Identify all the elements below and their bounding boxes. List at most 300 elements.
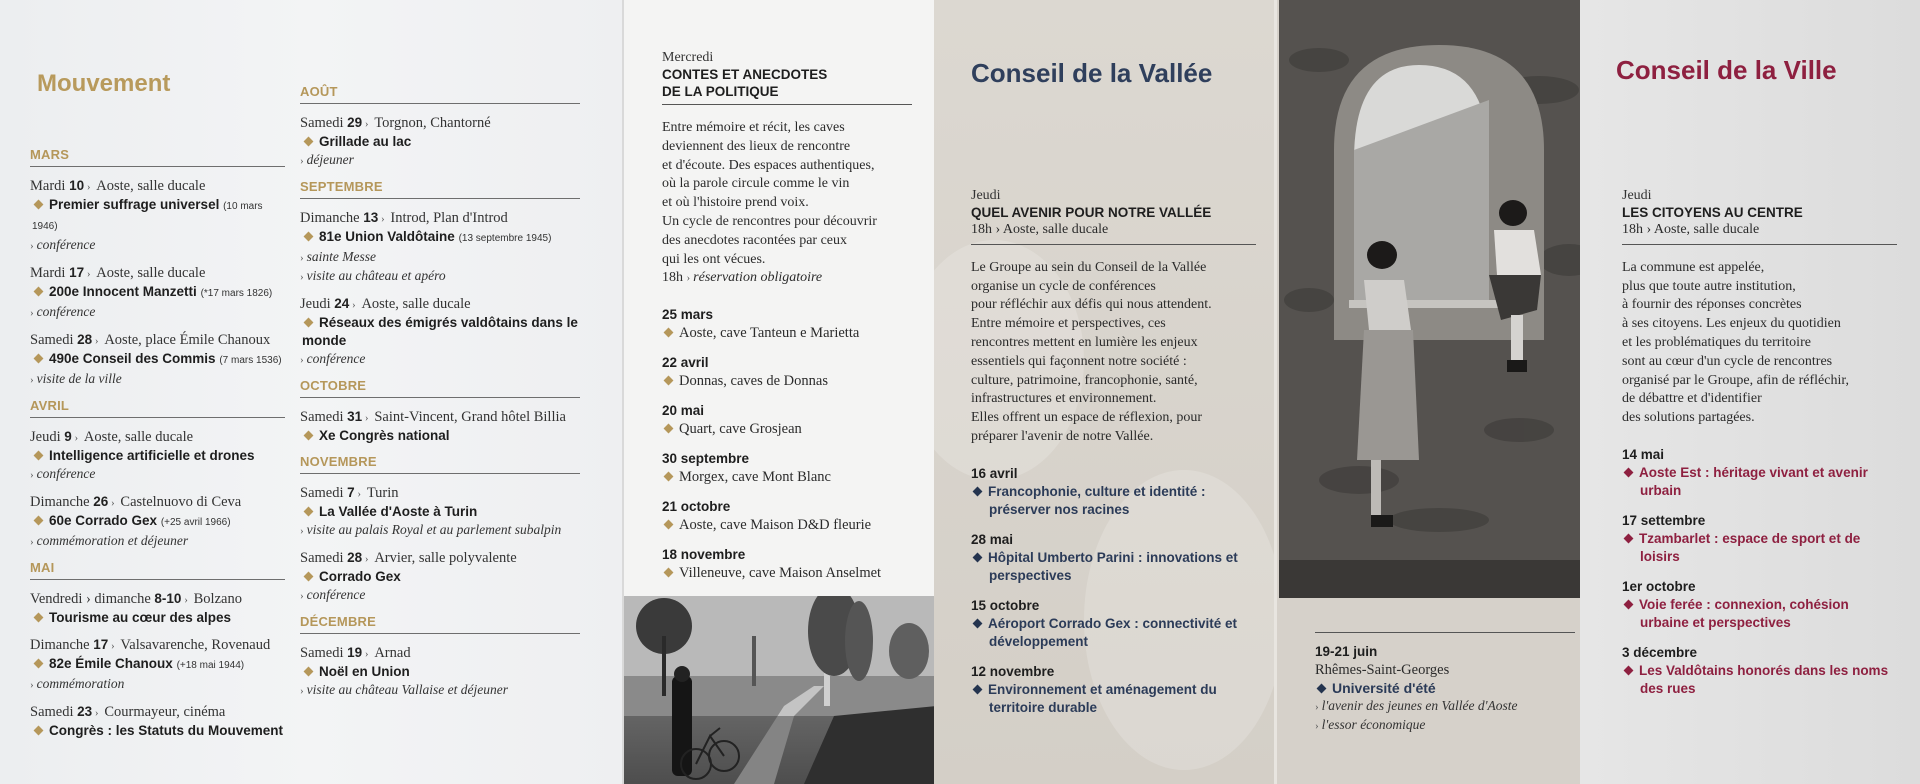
- chevron-right-icon: ›: [92, 335, 102, 347]
- contes-place: Aoste, cave Maison D&D fleurie: [679, 517, 872, 534]
- body-line: où la parole circule comme le vin: [662, 176, 850, 192]
- contes-date: 18 novembre: [662, 547, 746, 563]
- event-title: La Vallée d'Aoste à Turin: [319, 504, 478, 519]
- contes-place: Quart, cave Grosjean: [679, 421, 802, 438]
- vallee-heading: QUEL AVENIR POUR NOTRE VALLÉE: [971, 205, 1212, 220]
- body-line: et où l'histoire prend voix.: [662, 195, 809, 211]
- month-header: AOÛT: [300, 84, 580, 104]
- event-item: [300, 484, 580, 540]
- event-note: (7 mars 1536): [219, 355, 282, 366]
- chevron-right-icon: ›: [30, 374, 34, 386]
- event-when: [300, 408, 580, 427]
- event-date: 13: [363, 210, 379, 225]
- contes-place-row: [662, 516, 912, 534]
- diamond-bullet-icon: [34, 725, 44, 735]
- chevron-right-icon: ›: [300, 155, 304, 167]
- event-detail: [300, 151, 580, 170]
- month-header: NOVEMBRE: [300, 454, 580, 474]
- mouvement-column-1: [30, 147, 285, 749]
- event-day: Samedi: [300, 115, 344, 131]
- event-date: 26: [93, 494, 109, 509]
- event-title-row: [300, 133, 580, 151]
- event-day: Vendredi › dimanche: [30, 591, 151, 607]
- month-header: DÉCEMBRE: [300, 614, 580, 634]
- diamond-bullet-icon: [1624, 599, 1634, 609]
- event-title: 60e Corrado Gex: [49, 513, 158, 528]
- chevron-right-icon: ›: [686, 272, 691, 285]
- ville-topic-title: Les Valdôtains honorés dans les noms des rues: [1639, 662, 1889, 696]
- event-when: [30, 264, 285, 283]
- diamond-bullet-icon: [34, 450, 44, 460]
- event-title: Congrès : les Statuts du Mouvement: [49, 723, 284, 738]
- body-line: organisé par le Groupe, afin de réfléchir,: [1622, 372, 1849, 388]
- diamond-bullet-icon: [34, 353, 44, 363]
- contes-date-item: [662, 354, 912, 390]
- body-line: préparer l'avenir de notre Vallée.: [971, 428, 1154, 444]
- photo-priest-bicycle: [624, 596, 934, 784]
- event-when: [300, 114, 580, 133]
- event-title-row: [300, 503, 580, 521]
- contes-date-item: [662, 546, 912, 582]
- chevron-right-icon: ›: [1315, 720, 1319, 732]
- event-day: Samedi: [300, 645, 344, 661]
- event-detail: [30, 303, 285, 322]
- divider: [1622, 244, 1897, 245]
- body-line: rencontres mettent en lumière les enjeux: [971, 334, 1198, 350]
- event-title: Noël en Union: [319, 664, 410, 679]
- event-day: Mardi: [30, 265, 66, 281]
- event-date: 8-10: [154, 591, 182, 606]
- body-line: qui les ont vécues.: [662, 251, 766, 267]
- chevron-right-icon: ›: [84, 181, 94, 193]
- chevron-right-icon: ›: [30, 307, 34, 319]
- event-title: Intelligence artificielle et drones: [49, 448, 255, 463]
- event-place: Torgnon, Chantorné: [374, 115, 491, 131]
- vallee-title: Conseil de la Vallée: [971, 58, 1213, 88]
- event-detail-text: conférence: [36, 466, 96, 481]
- ville-body: [1622, 259, 1897, 428]
- vallee-time-place: 18h › Aoste, salle ducale: [971, 222, 1109, 237]
- diamond-bullet-icon: [973, 486, 983, 496]
- chevron-right-icon: ›: [362, 118, 372, 130]
- contes-title-line1: CONTES ET ANECDOTES: [662, 67, 828, 82]
- chevron-right-icon: ›: [108, 640, 118, 652]
- event-place: Introd, Plan d'Introd: [390, 210, 508, 226]
- universite-detail: [1315, 697, 1575, 716]
- event-place: Aoste, salle ducale: [361, 296, 471, 312]
- contes-date: 20 mai: [662, 403, 705, 419]
- universite-date: 19-21 juin: [1315, 644, 1378, 659]
- month-header: AVRIL: [30, 398, 285, 418]
- body-line: des anecdotes racontées par ceux: [662, 232, 848, 248]
- ville-topic-date: 14 mai: [1622, 446, 1665, 462]
- chevron-right-icon: ›: [362, 412, 372, 424]
- event-when: [300, 484, 580, 503]
- body-line: essentiels qui façonnent notre société :: [971, 353, 1187, 369]
- event-title-row: [300, 427, 580, 445]
- event-title-row: [30, 196, 285, 236]
- event-when: [30, 177, 285, 196]
- chevron-right-icon: ›: [1315, 701, 1319, 713]
- event-when: [300, 295, 580, 314]
- diamond-bullet-icon: [664, 376, 674, 386]
- photo-illustration: [1279, 0, 1596, 598]
- vallee-topic-title: Francophonie, culture et identité : préserver nos racines: [988, 483, 1206, 517]
- diamond-bullet-icon: [664, 328, 674, 338]
- diamond-bullet-icon: [34, 199, 44, 209]
- event-title: 82e Émile Chanoux: [49, 656, 173, 671]
- diamond-bullet-icon: [34, 515, 44, 525]
- contes-date-item: [662, 498, 912, 534]
- vallee-body: [971, 259, 1256, 447]
- contes-place-row: [662, 420, 912, 438]
- chevron-right-icon: ›: [362, 648, 372, 660]
- event-title-row: [30, 512, 285, 532]
- universite-detail: [1315, 716, 1575, 735]
- ville-topic-item: [1622, 512, 1897, 566]
- event-day: Samedi: [300, 550, 344, 566]
- event-note: (+25 avril 1966): [160, 517, 231, 528]
- event-title-row: [30, 609, 285, 627]
- body-line: à fournir des réponses concrètes: [1622, 297, 1802, 313]
- body-line: Elles offrent un espace de réflexion, pour: [971, 410, 1203, 426]
- event-date: 28: [77, 332, 93, 347]
- ville-topic-title-row: [1622, 464, 1897, 500]
- event-place: Bolzano: [193, 591, 242, 607]
- panel-contes: [622, 0, 934, 784]
- event-place: Saint-Vincent, Grand hôtel Billia: [374, 409, 566, 425]
- panel-universite: [1274, 0, 1596, 784]
- contes-place-row: [662, 468, 912, 486]
- chevron-right-icon: ›: [362, 553, 372, 565]
- event-detail: [30, 675, 285, 694]
- contes-place: Aoste, cave Tanteun e Marietta: [679, 325, 860, 342]
- diamond-bullet-icon: [304, 317, 314, 327]
- body-line: des solutions partagées.: [1622, 410, 1755, 426]
- vallee-topic-item: [971, 531, 1256, 585]
- event-item: [30, 331, 285, 389]
- vallee-topic-item: [971, 597, 1256, 651]
- contes-title-line2: DE LA POLITIQUE: [662, 84, 779, 99]
- event-detail: [300, 521, 580, 540]
- event-date: 28: [347, 550, 363, 565]
- body-line: et les problématiques du territoire: [1622, 334, 1811, 350]
- vallee-topic-date: 12 novembre: [971, 663, 1055, 679]
- contes-time: 18h: [662, 270, 683, 286]
- chevron-right-icon: ›: [300, 685, 304, 697]
- diamond-bullet-icon: [34, 286, 44, 296]
- event-detail-text: sainte Messe: [306, 249, 377, 264]
- contes-body: [662, 119, 912, 269]
- chevron-right-icon: ›: [300, 354, 304, 366]
- vallee-topic-date: 15 octobre: [971, 597, 1040, 613]
- event-item: [300, 295, 580, 369]
- vallee-topic-item: [971, 465, 1256, 519]
- event-note: (*17 mars 1826): [200, 288, 273, 299]
- diamond-bullet-icon: [973, 552, 983, 562]
- diamond-bullet-icon: [973, 618, 983, 628]
- universite-detail-text: l'avenir des jeunes en Vallée d'Aoste: [1321, 698, 1518, 713]
- universite-place: Rhêmes-Saint-Georges: [1315, 662, 1450, 678]
- panel-conseil-vallee: [934, 0, 1274, 784]
- vallee-topic-item: [971, 663, 1256, 717]
- event-item: [300, 408, 580, 445]
- event-item: [300, 549, 580, 605]
- event-item: [30, 493, 285, 551]
- diamond-bullet-icon: [34, 612, 44, 622]
- event-date: 24: [334, 296, 350, 311]
- event-title-row: [300, 228, 580, 248]
- diamond-bullet-icon: [304, 136, 314, 146]
- event-date: 31: [347, 409, 363, 424]
- event-detail-text: visite au château Vallaise et déjeuner: [306, 682, 508, 697]
- event-date: 19: [347, 645, 363, 660]
- ville-topic-title: Aoste Est : héritage vivant et avenir urbain: [1639, 464, 1868, 498]
- diamond-bullet-icon: [1624, 533, 1634, 543]
- body-line: infrastructures et environnement.: [971, 391, 1157, 407]
- event-when: [30, 493, 285, 512]
- ville-topic-title-row: [1622, 530, 1897, 566]
- event-when: [30, 703, 285, 722]
- chevron-right-icon: ›: [378, 213, 388, 225]
- event-when: [30, 590, 285, 609]
- body-line: sont au cœur d'un cycle de rencontres: [1622, 353, 1833, 369]
- event-place: Turin: [366, 485, 399, 501]
- contes-date: 25 mars: [662, 307, 714, 323]
- event-detail: [300, 681, 580, 700]
- event-when: [30, 331, 285, 350]
- body-line: plus que toute autre institution,: [1622, 278, 1796, 294]
- chevron-right-icon: ›: [349, 299, 359, 311]
- event-title: 490e Conseil des Commis: [49, 351, 216, 366]
- chevron-right-icon: ›: [30, 536, 34, 548]
- ville-topic-title: Tzambarlet : espace de sport et de loisirs: [1639, 530, 1861, 564]
- vallee-kicker: Jeudi: [971, 188, 1001, 203]
- contes-date-item: [662, 402, 912, 438]
- divider: [662, 104, 912, 105]
- ville-topic-item: [1622, 644, 1897, 698]
- contes-reservation-line: [662, 269, 912, 288]
- diamond-bullet-icon: [1624, 665, 1634, 675]
- ville-topic-title-row: [1622, 596, 1897, 632]
- event-place: Aoste, salle ducale: [96, 265, 206, 281]
- event-detail: [30, 532, 285, 551]
- event-day: Samedi: [30, 332, 74, 348]
- event-detail-text: commémoration: [36, 676, 125, 691]
- event-detail-text: conférence: [306, 351, 366, 366]
- chevron-right-icon: ›: [300, 271, 304, 283]
- diamond-bullet-icon: [664, 520, 674, 530]
- mouvement-title: Mouvement: [37, 70, 171, 97]
- event-detail: [300, 586, 580, 605]
- event-detail: [300, 350, 580, 369]
- contes-date-item: [662, 450, 912, 486]
- contes-date: 30 septembre: [662, 451, 750, 467]
- event-title-row: [300, 568, 580, 586]
- panel-mouvement: [0, 0, 622, 784]
- diamond-bullet-icon: [34, 658, 44, 668]
- body-line: Entre mémoire et perspectives, ces: [971, 316, 1166, 332]
- month-header: MARS: [30, 147, 285, 167]
- event-title: 200e Innocent Manzetti: [49, 284, 197, 299]
- chevron-right-icon: ›: [30, 679, 34, 691]
- event-title-row: [300, 663, 580, 681]
- event-title-row: [300, 314, 580, 350]
- ville-topic-item: [1622, 446, 1897, 500]
- event-date: 9: [64, 429, 72, 444]
- contes-date: 21 octobre: [662, 499, 731, 515]
- event-item: [30, 636, 285, 694]
- event-title-row: [30, 447, 285, 465]
- event-when: [300, 209, 580, 228]
- event-day: Samedi: [30, 704, 74, 720]
- chevron-right-icon: ›: [92, 707, 102, 719]
- ville-kicker: Jeudi: [1622, 188, 1652, 203]
- event-title-row: [30, 283, 285, 303]
- diamond-bullet-icon: [973, 684, 983, 694]
- ville-heading: LES CITOYENS AU CENTRE: [1622, 205, 1803, 220]
- contes-date-item: [662, 306, 912, 342]
- ville-topic-date: 17 settembre: [1622, 512, 1706, 528]
- event-detail-text: conférence: [36, 304, 96, 319]
- event-detail: [300, 248, 580, 267]
- event-item: [300, 644, 580, 700]
- contes-reservation: réservation obligatoire: [693, 270, 823, 286]
- event-day: Jeudi: [30, 429, 61, 445]
- event-date: 17: [93, 637, 109, 652]
- contes-place-row: [662, 324, 912, 342]
- contes-place-row: [662, 564, 912, 582]
- event-detail-text: visite au palais Royal et au parlement subalpin: [306, 522, 562, 537]
- event-day: Dimanche: [30, 637, 90, 653]
- diamond-bullet-icon: [304, 571, 314, 581]
- event-detail-text: visite de la ville: [36, 371, 122, 386]
- event-when: [30, 636, 285, 655]
- event-place: Courmayeur, cinéma: [104, 704, 226, 720]
- contes-place-row: [662, 372, 912, 390]
- chevron-right-icon: ›: [30, 469, 34, 481]
- diamond-bullet-icon: [1317, 683, 1327, 693]
- body-line: et d'écoute. Des espaces authentiques,: [662, 157, 875, 173]
- event-title: 81e Union Valdôtaine: [319, 229, 455, 244]
- body-line: pour réfléchir aux défis qui nous attendent.: [971, 297, 1212, 313]
- event-detail-text: conférence: [36, 237, 96, 252]
- vallee-topic-title-row: [971, 549, 1256, 585]
- vallee-topic-title: Aéroport Corrado Gex : connectivité et développement: [988, 615, 1238, 649]
- vallee-topic-title: Hôpital Umberto Parini : innovations et perspectives: [988, 549, 1238, 583]
- event-date: 23: [77, 704, 93, 719]
- chevron-right-icon: ›: [108, 497, 118, 509]
- universite-details: [1315, 697, 1575, 735]
- body-line: organise un cycle de conférences: [971, 278, 1156, 294]
- contes-date: 22 avril: [662, 355, 709, 371]
- event-when: [300, 549, 580, 568]
- panel-conseil-ville: [1580, 0, 1920, 784]
- diamond-bullet-icon: [664, 472, 674, 482]
- event-place: Arnad: [374, 645, 411, 661]
- event-when: [300, 644, 580, 663]
- divider: [1315, 632, 1575, 633]
- event-item: [30, 590, 285, 627]
- event-day: Mardi: [30, 178, 66, 194]
- event-detail: [30, 236, 285, 255]
- contes-kicker: Mercredi: [662, 50, 714, 65]
- event-day: Dimanche: [300, 210, 360, 226]
- event-day: Jeudi: [300, 296, 331, 312]
- chevron-right-icon: ›: [71, 432, 81, 444]
- diamond-bullet-icon: [304, 231, 314, 241]
- diamond-bullet-icon: [304, 430, 314, 440]
- event-item: [300, 209, 580, 286]
- event-note: (10 mars 1946): [32, 201, 263, 232]
- ville-time-place: 18h › Aoste, salle ducale: [1622, 222, 1760, 237]
- chevron-right-icon: ›: [354, 488, 364, 500]
- diamond-bullet-icon: [664, 568, 674, 578]
- body-line: Un cycle de rencontres pour découvrir: [662, 213, 877, 229]
- event-item: [30, 703, 285, 740]
- diamond-bullet-icon: [664, 424, 674, 434]
- event-place: Castelnuovo di Ceva: [120, 494, 242, 510]
- contes-place: Morgex, cave Mont Blanc: [679, 469, 831, 486]
- event-title: Corrado Gex: [319, 569, 401, 584]
- contes-place: Donnas, caves de Donnas: [679, 373, 828, 390]
- chevron-right-icon: ›: [300, 590, 304, 602]
- event-day: Samedi: [300, 485, 344, 501]
- body-line: Le Groupe au sein du Conseil de la Vallée: [971, 259, 1207, 275]
- vallee-topic-title-row: [971, 681, 1256, 717]
- event-title-row: [30, 655, 285, 675]
- diamond-bullet-icon: [1624, 467, 1634, 477]
- event-detail-text: déjeuner: [306, 152, 354, 167]
- ville-topic-title: Voie ferée : connexion, cohésion urbaine et perspectives: [1639, 596, 1849, 630]
- event-title: Premier suffrage universel: [49, 197, 220, 212]
- event-note: (13 septembre 1945): [458, 233, 552, 244]
- event-detail: [30, 370, 285, 389]
- ville-title: Conseil de la Ville: [1616, 55, 1837, 85]
- diamond-bullet-icon: [304, 666, 314, 676]
- event-date: 7: [347, 485, 355, 500]
- body-line: deviennent des lieux de rencontre: [662, 138, 851, 154]
- photo-illustration: [624, 596, 934, 784]
- event-title: Réseaux des émigrés valdôtains dans le monde: [302, 315, 578, 348]
- contes-dates-list: [662, 306, 912, 582]
- event-title-row: [30, 350, 285, 370]
- event-day: Dimanche: [30, 494, 90, 510]
- event-place: Aoste, salle ducale: [83, 429, 194, 445]
- ville-topic-date: 3 décembre: [1622, 644, 1698, 660]
- divider: [971, 244, 1256, 245]
- body-line: Entre mémoire et récit, les caves: [662, 120, 845, 135]
- chevron-right-icon: ›: [84, 268, 94, 280]
- event-date: 10: [69, 178, 85, 193]
- event-detail-text: commémoration et déjeuner: [36, 533, 189, 548]
- event-detail: [30, 465, 285, 484]
- chevron-right-icon: ›: [300, 252, 304, 264]
- contes-place: Villeneuve, cave Maison Anselmet: [679, 565, 882, 582]
- diamond-bullet-icon: [304, 506, 314, 516]
- chevron-right-icon: ›: [300, 525, 304, 537]
- event-date: 17: [69, 265, 85, 280]
- event-title: Xe Congrès national: [319, 428, 450, 443]
- event-place: Arvier, salle polyvalente: [374, 550, 517, 566]
- event-item: [30, 177, 285, 255]
- event-place: Aoste, salle ducale: [96, 178, 206, 194]
- event-item: [300, 114, 580, 170]
- month-header: MAI: [30, 560, 285, 580]
- vallee-topic-title-row: [971, 615, 1256, 651]
- ville-topic-date: 1er octobre: [1622, 578, 1696, 594]
- chevron-right-icon: ›: [30, 240, 34, 252]
